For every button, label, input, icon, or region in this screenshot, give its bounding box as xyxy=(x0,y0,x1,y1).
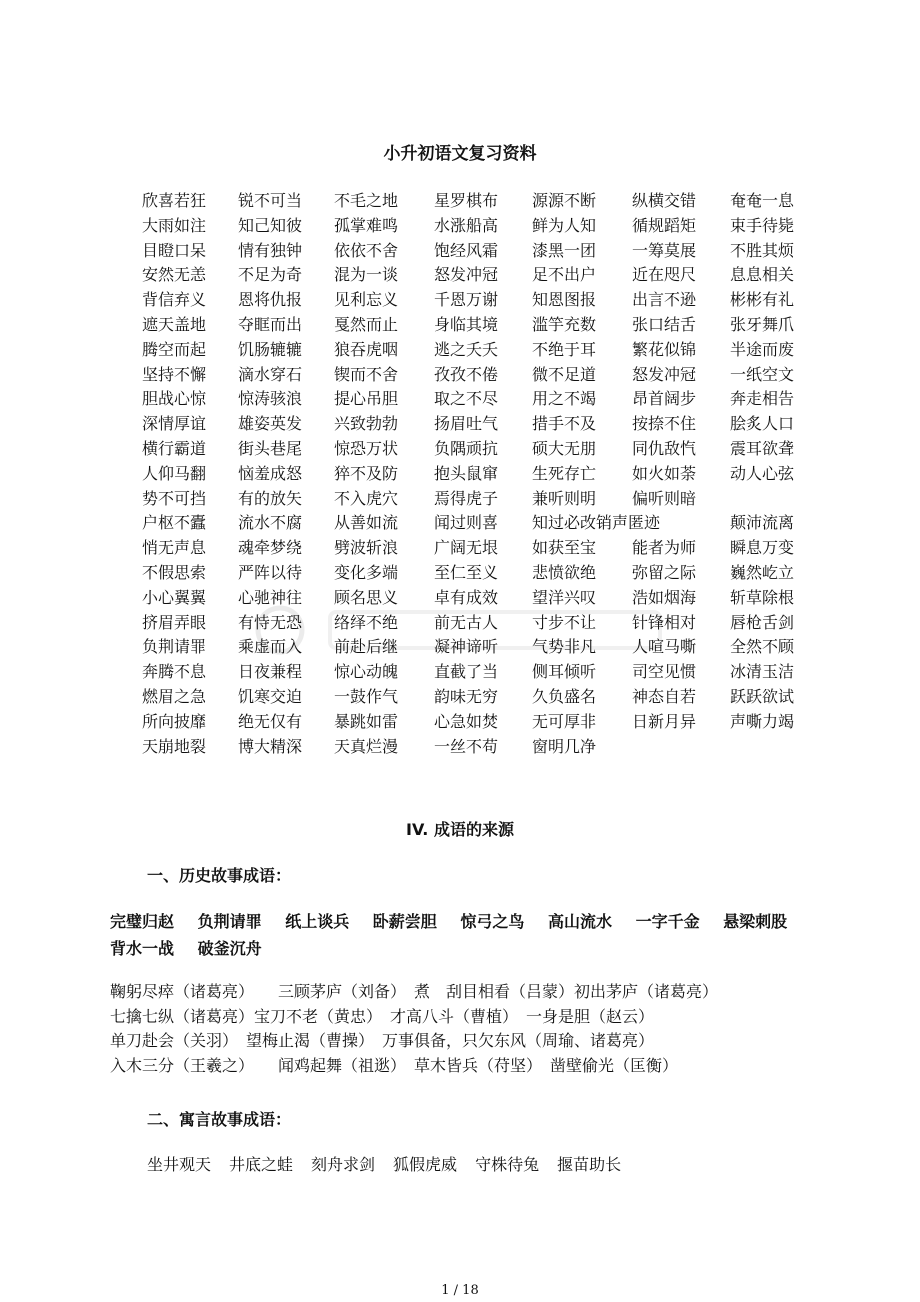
page-title: 小升初语文复习资料 xyxy=(383,144,537,164)
history-line: 入木三分（王羲之） 闻鸡起舞（祖逖） 草木皆兵（苻坚） 凿壁偷光（匡衡） xyxy=(110,1055,679,1075)
fable-idioms xyxy=(147,1152,639,1175)
idiom-cell: 人仰马翻 xyxy=(142,463,207,483)
idiom-cell: 兼听则明 xyxy=(532,488,597,508)
idiom-cell: 户枢不蠹 xyxy=(142,513,207,533)
idiom-cell: 惊涛骇浪 xyxy=(238,389,303,409)
idiom-cell: 知恩图报 xyxy=(532,290,597,310)
history-line: 鞠躬尽瘁（诸葛亮） 三顾茅庐（刘备） 煮 刮目相看（吕蒙）初出茅庐（诸葛亮） xyxy=(110,982,719,1001)
idiom-cell: 前赴后继 xyxy=(334,637,399,657)
idiom-cell: 侧耳倾听 xyxy=(532,662,597,682)
idiom-cell: 针锋相对 xyxy=(632,612,697,632)
idiom-cell: 胆战心惊 xyxy=(142,389,207,409)
idiom-cell: 雄姿英发 xyxy=(238,414,303,434)
idiom-cell: 瞬息万变 xyxy=(730,538,795,558)
idiom-cell: 负荆请罪 xyxy=(142,637,207,657)
idiom-cell: 魂牵梦绕 xyxy=(238,538,303,558)
idiom-cell: 神态自若 xyxy=(632,686,697,706)
idiom-cell: 一纸空文 xyxy=(730,364,795,384)
idiom-cell: 严阵以待 xyxy=(238,562,303,582)
idiom-cell: 顾名思义 xyxy=(334,587,399,607)
idiom-cell: 天崩地裂 xyxy=(142,736,207,756)
idiom-cell: 恩将仇报 xyxy=(238,290,303,310)
idiom-cell: 遮天盖地 xyxy=(142,314,207,334)
history-bold-idiom: 一字千金 xyxy=(635,912,700,931)
idiom-cell: 日新月异 xyxy=(632,711,697,731)
idiom-cell: 夺眶而出 xyxy=(238,314,303,334)
idiom-cell: 深情厚谊 xyxy=(142,414,207,434)
idiom-cell: 脍炙人口 xyxy=(730,414,795,434)
idiom-cell: 按捺不住 xyxy=(632,414,697,434)
idiom-cell: 跃跃欲试 xyxy=(730,686,795,706)
idiom-cell: 微不足道 xyxy=(532,364,597,384)
idiom-cell: 抱头鼠窜 xyxy=(434,463,499,483)
history-line: 七擒七纵（诸葛亮）宝刀不老（黄忠） 才高八斗（曹植） 一身是胆（赵云） xyxy=(110,1006,655,1026)
idiom-cell xyxy=(730,487,822,512)
idiom-cell: 负隅顽抗 xyxy=(434,438,499,458)
idiom-cell: 星罗棋布 xyxy=(434,191,499,210)
idiom-cell: 不假思索 xyxy=(142,562,207,582)
idiom-cell: 络绎不绝 xyxy=(334,612,399,632)
fable-idiom: 揠苗助长 xyxy=(557,1155,622,1174)
idiom-cell: 源源不断 xyxy=(532,191,597,210)
idiom-cell: 变化多端 xyxy=(334,562,399,582)
idiom-cell: 出言不逊 xyxy=(632,290,697,310)
idiom-cell: 兴致勃勃 xyxy=(334,414,399,434)
idiom-cell: 孤掌难鸣 xyxy=(334,215,399,235)
idiom-cell: 日夜兼程 xyxy=(238,662,303,682)
idiom-cell: 冰清玉洁 xyxy=(730,662,795,682)
history-bold-idioms xyxy=(110,908,820,962)
idiom-cell: 不入虎穴 xyxy=(334,488,399,508)
idiom-cell: 奄奄一息 xyxy=(730,191,795,210)
page-number: 1 / 18 xyxy=(441,1283,479,1298)
idiom-cell: 浩如烟海 xyxy=(632,587,697,607)
idiom-cell: 背信弃义 xyxy=(142,290,207,310)
idiom-cell: 唇枪舌剑 xyxy=(730,612,795,632)
idiom-cell: 闻过则喜 xyxy=(434,513,499,533)
idiom-cell: 繁花似锦 xyxy=(632,339,697,359)
fable-idiom: 刻舟求剑 xyxy=(311,1155,376,1174)
idiom-cell: 彬彬有礼 xyxy=(730,290,795,310)
idiom-cell: 奔走相告 xyxy=(730,389,795,409)
idiom-cell: 见利忘义 xyxy=(334,290,399,310)
idiom-cell: 取之不尽 xyxy=(434,389,499,409)
idiom-cell: 乘虚而入 xyxy=(238,637,303,657)
idiom-cell: 猝不及防 xyxy=(334,463,399,483)
idiom-cell: 锲而不舍 xyxy=(334,364,399,384)
idiom-cell: 知己知彼 xyxy=(238,215,303,235)
idiom-cell: 劈波斩浪 xyxy=(334,538,399,558)
idiom-cell: 从善如流 xyxy=(334,513,399,533)
idiom-cell: 逃之夭夭 xyxy=(434,339,499,359)
idiom-cell: 绝无仅有 xyxy=(238,711,303,731)
idiom-cell: 斩草除根 xyxy=(730,587,795,607)
idiom-cell: 街头巷尾 xyxy=(238,438,303,458)
idiom-cell: 动人心弦 xyxy=(730,463,795,483)
idiom-cell: 前无古人 xyxy=(434,612,499,632)
history-bold-idiom: 破釜沉舟 xyxy=(197,939,262,958)
idiom-cell: 不胜其烦 xyxy=(730,240,795,260)
idiom-cell: 所向披靡 xyxy=(142,711,207,731)
idiom-cell: 混为一谈 xyxy=(334,265,399,285)
idiom-cell: 半途而废 xyxy=(730,339,795,359)
fable-idiom: 守株待兔 xyxy=(475,1155,540,1174)
idiom-cell: 扬眉吐气 xyxy=(434,414,499,434)
idiom-cell: 昂首阔步 xyxy=(632,389,697,409)
history-bold-idiom: 卧薪尝胆 xyxy=(372,912,437,931)
idiom-cell: 水涨船高 xyxy=(434,215,499,235)
idiom-cell: 怒发冲冠 xyxy=(632,364,697,384)
idiom-cell: 小心翼翼 xyxy=(142,587,207,607)
idiom-cell: 饥肠辘辘 xyxy=(238,339,303,359)
history-bold-idiom: 背水一战 xyxy=(110,939,175,958)
idiom-grid xyxy=(142,189,822,759)
idiom-cell: 韵味无穷 xyxy=(434,686,499,706)
idiom-cell xyxy=(730,735,822,760)
idiom-cell: 如获至宝 xyxy=(532,538,597,558)
idiom-cell: 千恩万谢 xyxy=(434,290,499,310)
idiom-cell: 悲愤欲绝 xyxy=(532,562,597,582)
idiom-cell: 燃眉之急 xyxy=(142,686,207,706)
idiom-cell: 如火如荼 xyxy=(632,463,697,483)
idiom-cell: 挤眉弄眼 xyxy=(142,612,207,632)
idiom-cell: 有恃无恐 xyxy=(238,612,303,632)
idiom-cell: 怒发冲冠 xyxy=(434,265,499,285)
idiom-cell: 滥竽充数 xyxy=(532,314,597,334)
idiom-cell: 鲜为人知 xyxy=(532,215,597,235)
idiom-cell: 不毛之地 xyxy=(334,191,399,210)
idiom-cell: 全然不顾 xyxy=(730,637,795,657)
idiom-cell: 能者为师 xyxy=(632,538,697,558)
idiom-cell: 孜孜不倦 xyxy=(434,364,499,384)
idiom-cell: 循规蹈矩 xyxy=(632,215,697,235)
idiom-cell: 不足为奇 xyxy=(238,265,303,285)
idiom-cell: 奔腾不息 xyxy=(142,662,207,682)
idiom-cell: 凝神谛听 xyxy=(434,637,499,657)
idiom-cell: 安然无恙 xyxy=(142,265,207,285)
idiom-cell xyxy=(632,511,730,536)
idiom-cell: 卓有成效 xyxy=(434,587,499,607)
idiom-cell: 望洋兴叹 xyxy=(532,587,597,607)
idiom-cell: 心驰神往 xyxy=(238,587,303,607)
idiom-cell: 惊恐万状 xyxy=(334,438,399,458)
idiom-cell: 有的放矢 xyxy=(238,488,303,508)
idiom-cell: 锐不可当 xyxy=(238,191,303,210)
idiom-cell: 大雨如注 xyxy=(142,215,207,235)
idiom-cell: 坚持不懈 xyxy=(142,364,207,384)
idiom-cell: 生死存亡 xyxy=(532,463,597,483)
history-idiom-lines xyxy=(110,980,830,1078)
idiom-cell: 焉得虎子 xyxy=(434,488,499,508)
idiom-cell: 束手待毙 xyxy=(730,215,795,235)
idiom-cell: 息息相关 xyxy=(730,265,795,285)
history-bold-idiom: 悬梁刺股 xyxy=(723,912,788,931)
history-bold-idiom: 负荆请罪 xyxy=(197,912,262,931)
idiom-cell: 同仇敌忾 xyxy=(632,438,697,458)
idiom-cell: 措手不及 xyxy=(532,414,597,434)
idiom-cell: 张牙舞爪 xyxy=(730,314,795,334)
fable-idiom: 狐假虎威 xyxy=(393,1155,458,1174)
idiom-cell: 一丝不苟 xyxy=(434,736,499,756)
idiom-cell: 情有独钟 xyxy=(238,240,303,260)
idiom-cell: 纵横交错 xyxy=(632,191,697,210)
idiom-cell: 用之不竭 xyxy=(532,389,597,409)
fable-idiom: 坐井观天 xyxy=(147,1155,212,1174)
idiom-cell: 近在咫尺 xyxy=(632,265,697,285)
idiom-cell: 声嘶力竭 xyxy=(730,711,795,731)
idiom-cell: 流水不腐 xyxy=(238,513,303,533)
idiom-cell: 横行霸道 xyxy=(142,438,207,458)
idiom-cell: 饥寒交迫 xyxy=(238,686,303,706)
idiom-cell: 身临其境 xyxy=(434,314,499,334)
idiom-cell: 一筹莫展 xyxy=(632,240,697,260)
idiom-cell xyxy=(632,735,730,760)
history-bold-idiom: 完璧归赵 xyxy=(110,912,175,931)
idiom-cell: 滴水穿石 xyxy=(238,364,303,384)
idiom-cell: 直截了当 xyxy=(434,662,499,682)
history-bold-idiom: 高山流水 xyxy=(547,912,612,931)
idiom-cell: 巍然屹立 xyxy=(730,562,795,582)
idiom-cell: 狼吞虎咽 xyxy=(334,339,399,359)
idiom-cell: 广阔无垠 xyxy=(434,538,499,558)
idiom-cell: 惊心动魄 xyxy=(334,662,399,682)
history-bold-idiom: 纸上谈兵 xyxy=(285,912,350,931)
idiom-cell: 目瞪口呆 xyxy=(142,240,207,260)
fable-idiom: 井底之蛙 xyxy=(229,1155,294,1174)
fable-heading: 二、寓言故事成语： xyxy=(147,1110,292,1129)
idiom-cell: 震耳欲聋 xyxy=(730,438,795,458)
idiom-cell: 至仁至义 xyxy=(434,562,499,582)
idiom-cell: 欣喜若狂 xyxy=(142,191,207,210)
idiom-cell: 司空见惯 xyxy=(632,662,697,682)
idiom-cell: 寸步不让 xyxy=(532,612,597,632)
idiom-cell: 腾空而起 xyxy=(142,339,207,359)
history-heading: 一、历史故事成语： xyxy=(147,866,292,885)
idiom-cell: 饱经风霜 xyxy=(434,240,499,260)
idiom-cell: 博大精深 xyxy=(238,736,303,756)
idiom-cell: 漆黑一团 xyxy=(532,240,597,260)
idiom-cell: 一鼓作气 xyxy=(334,686,399,706)
idiom-cell: 恼羞成怒 xyxy=(238,463,303,483)
history-bold-idiom: 惊弓之鸟 xyxy=(460,912,525,931)
idiom-cell: 依依不舍 xyxy=(334,240,399,260)
idiom-cell: 窗明几净 xyxy=(532,736,597,756)
idiom-cell: 张口结舌 xyxy=(632,314,697,334)
idiom-cell: 知过必改销声匿迹 xyxy=(532,513,661,533)
idiom-cell: 不绝于耳 xyxy=(532,339,597,359)
idiom-cell: 暴跳如雷 xyxy=(334,711,399,731)
idiom-cell: 天真烂漫 xyxy=(334,736,399,756)
idiom-cell: 气势非凡 xyxy=(532,637,597,657)
idiom-cell: 久负盛名 xyxy=(532,686,597,706)
idiom-cell: 心急如焚 xyxy=(434,711,499,731)
idiom-cell: 人喧马嘶 xyxy=(632,637,697,657)
history-line: 单刀赴会（关羽） 望梅止渴（曹操） 万事俱备，只欠东风（周瑜、诸葛亮） xyxy=(110,1031,655,1050)
idiom-cell: 弥留之际 xyxy=(632,562,697,582)
idiom-cell: 足不出户 xyxy=(532,265,597,285)
section-title: IV. 成语的来源 xyxy=(406,820,514,839)
idiom-cell: 提心吊胆 xyxy=(334,389,399,409)
idiom-cell: 硕大无朋 xyxy=(532,438,597,458)
idiom-cell: 势不可挡 xyxy=(142,488,207,508)
idiom-cell: 偏听则暗 xyxy=(632,488,697,508)
idiom-cell: 无可厚非 xyxy=(532,711,597,731)
idiom-cell: 悄无声息 xyxy=(142,538,207,558)
idiom-cell: 戛然而止 xyxy=(334,314,399,334)
idiom-cell: 颠沛流离 xyxy=(730,513,795,533)
